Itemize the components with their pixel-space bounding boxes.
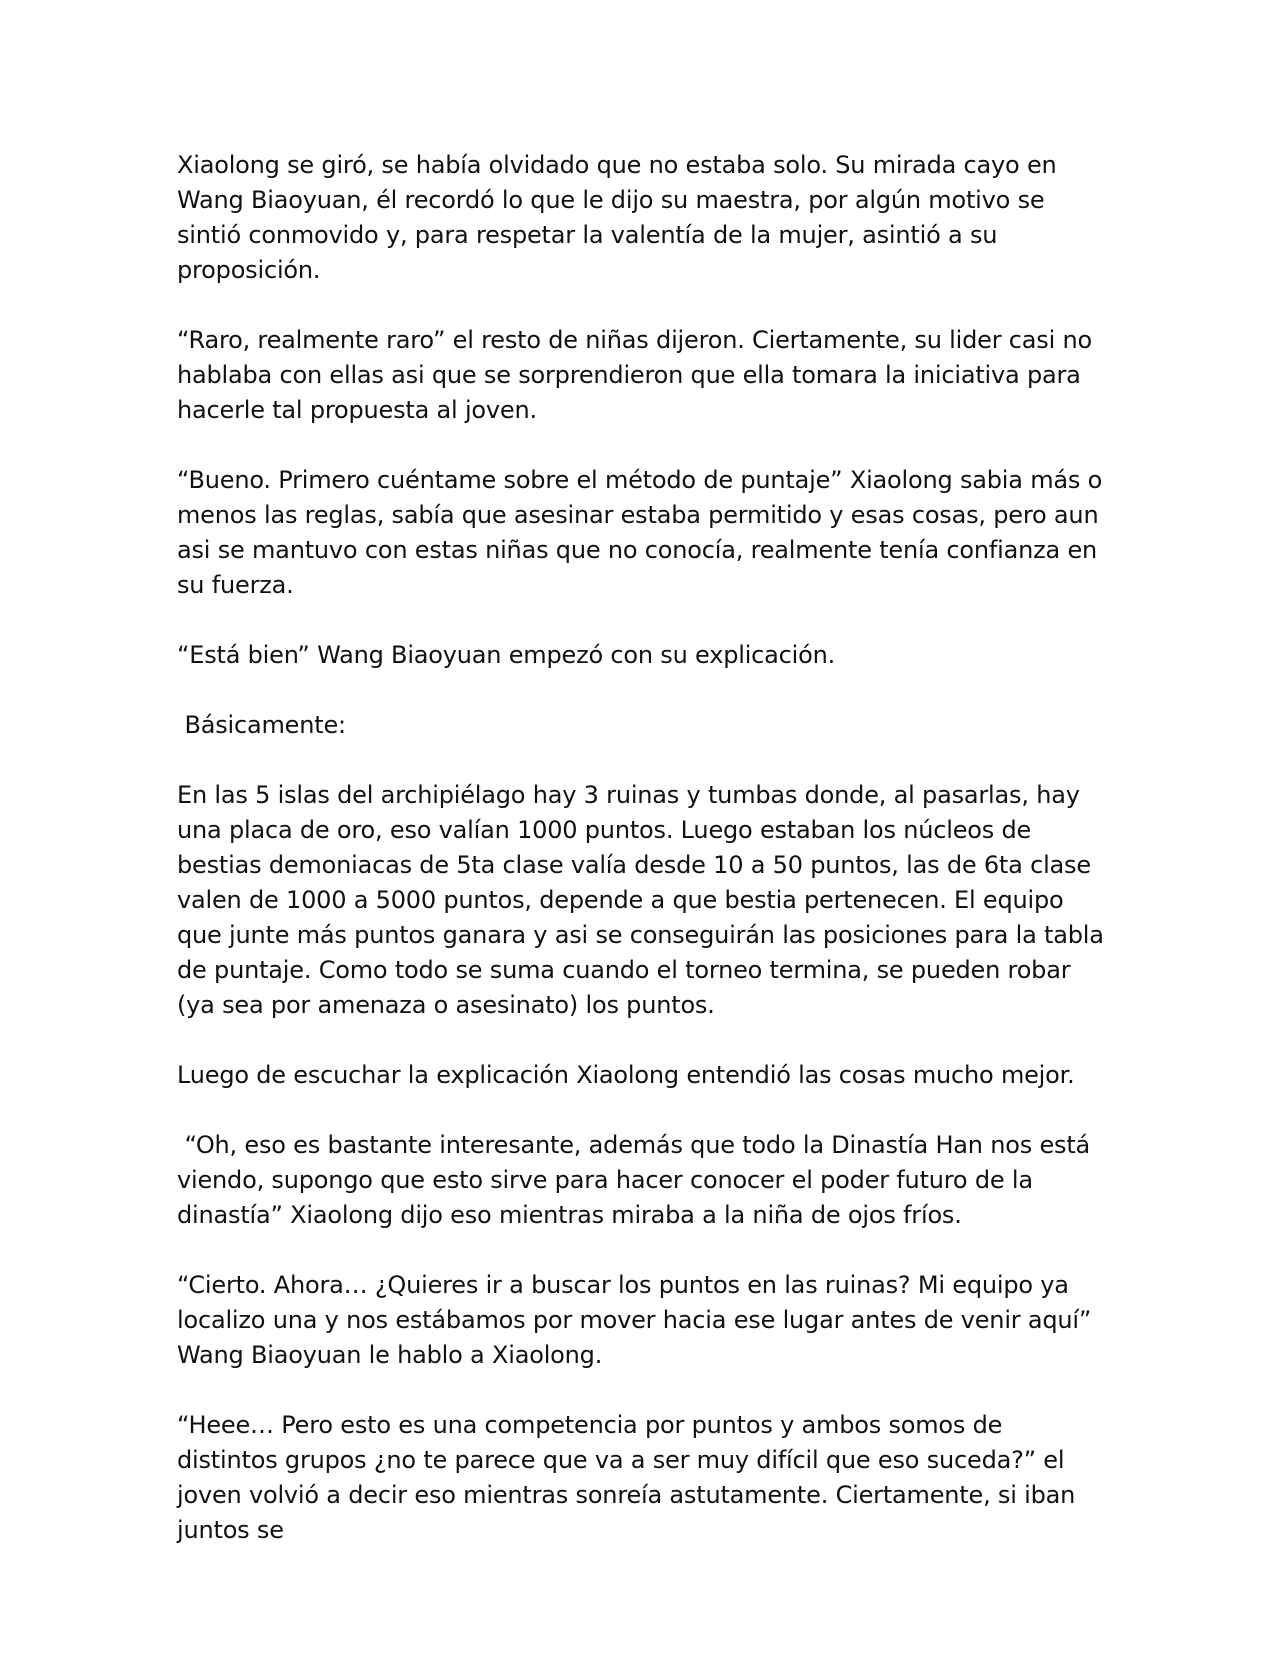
paragraph: “Raro, realmente raro” el resto de niñas dijeron. Ciertamente, su lider casi no hablaba con ellas asi que se sorprendieron que ella tomara la iniciativa para hacerle tal propuesta al joven. <box>177 326 1100 424</box>
paragraph: Xiaolong se giró, se había olvidado que no estaba solo. Su mirada cayo en Wang Biaoyuan, él recordó lo que le dijo su maestra, por algún motivo se sintió conmovido y, para respetar la valentía de la mujer, asintió a su proposición. <box>177 151 1064 284</box>
paragraph: Básicamente: <box>177 711 346 739</box>
paragraph: “Cierto. Ahora… ¿Quieres ir a buscar los puntos en las ruinas? Mi equipo ya localizo una y nos estábamos por mover hacia ese lugar antes de venir aquí” Wang Biaoyuan le hablo a Xiaolong. <box>177 1271 1099 1369</box>
paragraph: “Bueno. Primero cuéntame sobre el método de puntaje” Xiaolong sabia más o menos las reglas, sabía que asesinar estaba permitido y esas cosas, pero aun asi se mantuvo con estas niñas que no conocía, realmente tenía confianza en su fuerza. <box>177 466 1110 599</box>
paragraph: “Oh, eso es bastante interesante, además que todo la Dinastía Han nos está viendo, supongo que esto sirve para hacer conocer el poder futuro de la dinastía” Xiaolong dijo eso mientras miraba a la niña de ojos fríos. <box>177 1131 1098 1229</box>
paragraph: En las 5 islas del archipiélago hay 3 ruinas y tumbas donde, al pasarlas, hay una placa de oro, eso valían 1000 puntos. Luego estaban los núcleos de bestias demoniacas de 5ta clase valía desde 10 a 50 puntos, las de 6ta clase valen de 1000 a 5000 puntos, depende a que bestia pertenecen. El equipo que junte más puntos ganara y asi se conseguirán las posiciones para la tabla de puntaje. Como todo se suma cuando el torneo termina, se pueden robar (ya sea por amenaza o asesinato) los puntos. <box>177 781 1112 1019</box>
document-body <box>177 148 1112 1548</box>
paragraph: “Heee… Pero esto es una competencia por puntos y ambos somos de distintos grupos ¿no te parece que va a ser muy difícil que eso suceda?” el joven volvió a decir eso mientras sonreía astutamente. Ciertamente, si iban juntos se <box>177 1411 1083 1544</box>
paragraph: “Está bien” Wang Biaoyuan empezó con su explicación. <box>177 641 836 669</box>
paragraph: Luego de escuchar la explicación Xiaolong entendió las cosas mucho mejor. <box>177 1061 1075 1089</box>
